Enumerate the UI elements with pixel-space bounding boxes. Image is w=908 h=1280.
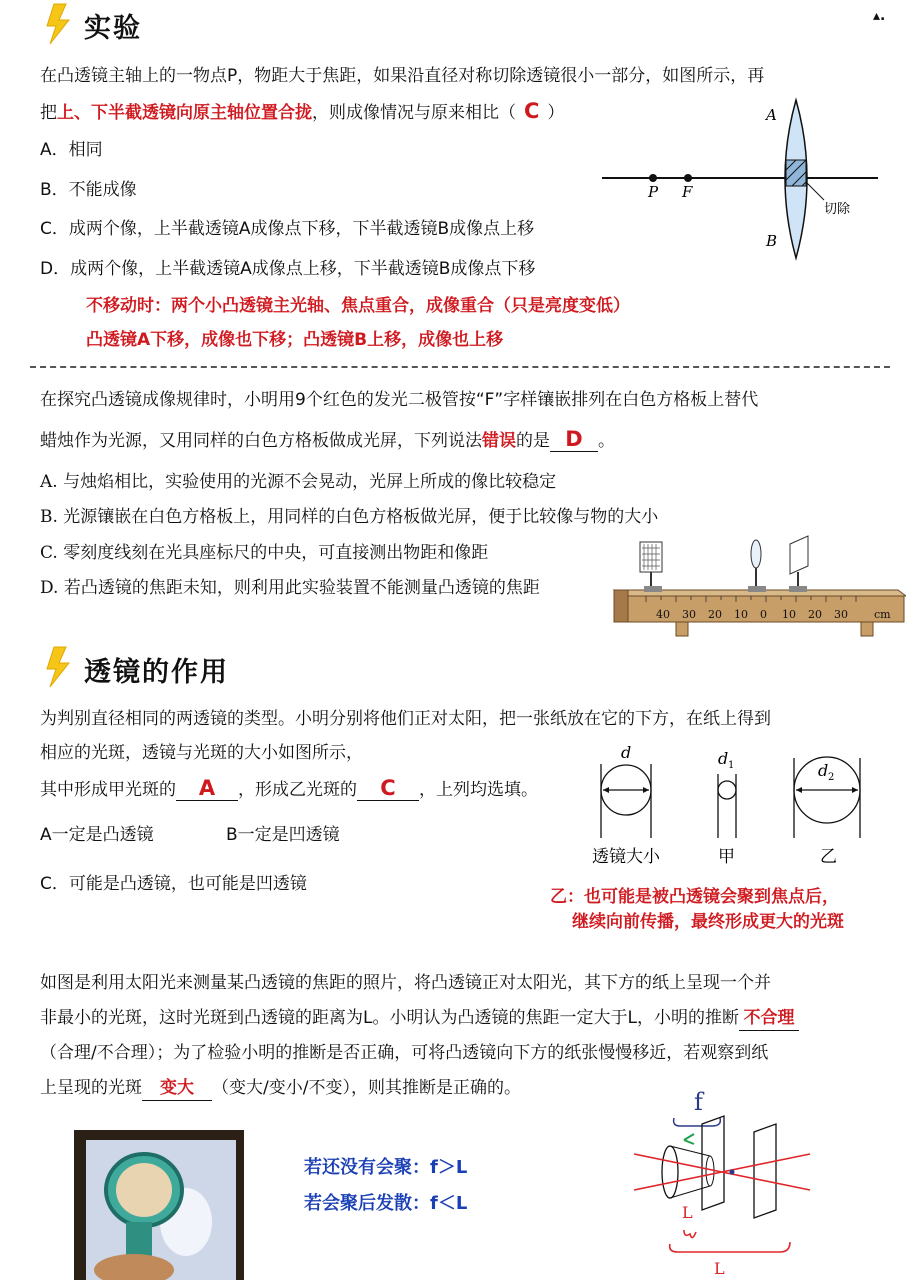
q2-answer: D: [550, 427, 598, 452]
q3-answer-yi: C: [357, 776, 419, 801]
q3-option-b: B一定是凹透镜: [226, 825, 340, 845]
ruler-label: 10: [734, 608, 748, 621]
optical-bench-figure: [606, 532, 906, 642]
q1-line1: 在凸透镜主轴上的一物点P，物距大于焦距，如果沿直径对称切除透镜很小一部分，如图所示，再: [40, 66, 765, 86]
lens-label-b: B: [766, 232, 778, 250]
q3-line2: 相应的光斑，透镜与光斑的大小如图所示，: [40, 743, 363, 763]
q3-note1: 乙：也可能是被凸透镜会聚到焦点后，: [550, 887, 839, 907]
q2-line1: 在探究凸透镜成像规律时，小明用9个红色的发光二极管按“F”字样镶嵌排列在白色方格板上替代: [40, 390, 759, 410]
q4-line2: 非最小的光斑，这时光斑到凸透镜的距离为L。小明认为凸透镜的焦距一定大于L，小明的推断 不合理: [40, 1006, 799, 1031]
corner-mark: ▴.: [873, 8, 886, 24]
q3-line1: 为判别直径相同的两透镜的类型。小明分别将他们正对太阳，把一张纸放在它的下方，在纸上得到: [40, 709, 771, 729]
q2-option-d: D. 若凸透镜的焦距未知，则利用此实验装置不能测量凸透镜的焦距: [40, 578, 540, 598]
sketch-f-label: f: [694, 1088, 703, 1116]
hand-sketch: [630, 1082, 830, 1278]
q4-answer-bigger: 变大: [142, 1076, 212, 1101]
q2-option-b: B. 光源镶嵌在白色方格板上，用同样的白色方格板做光屏，便于比较像与物的大小: [40, 507, 659, 527]
q1-line2: 把上、下半截透镜向原主轴位置合拢，则成像情况与原来相比（ C ）: [40, 99, 565, 123]
point-label-p: P: [648, 183, 659, 201]
q1-answer: C: [524, 99, 540, 123]
label-d1: d: [718, 749, 729, 768]
ruler-label: 10: [782, 608, 796, 621]
sketch-l1-label: L: [682, 1203, 693, 1222]
ruler-label: 20: [808, 608, 822, 621]
label-d2: d: [818, 761, 829, 780]
q3-answer-jia: A: [176, 776, 238, 801]
ruler-label: 30: [834, 608, 848, 621]
q4-line3: （合理/不合理）；为了检验小明的推断是否正确，可将凸透镜向下方的纸张慢慢移近，若观察到纸: [40, 1043, 769, 1063]
sketch-l2-label: L: [714, 1259, 725, 1278]
q1-note1: 不移动时：两个小凸透镜主光轴、焦点重合，成像重合（只是亮度变低）: [86, 296, 630, 316]
ruler-label: 20: [708, 608, 722, 621]
magnifier-photo: [74, 1130, 244, 1280]
caption-yi: 乙: [820, 847, 837, 867]
q1-option-c: C．成两个像，上半截透镜A成像点下移，下半截透镜B成像点上移: [40, 219, 535, 239]
caption-jia: 甲: [718, 847, 735, 867]
label-d2-sub: 2: [828, 772, 835, 783]
divider: [30, 366, 890, 368]
q1-option-a: A．相同: [40, 140, 103, 160]
q4-blue-note1: 若还没有会聚：f＞L: [304, 1157, 468, 1178]
cut-label: 切除: [824, 202, 851, 217]
ruler-label: 40: [656, 608, 670, 621]
q2-line2: 蜡烛作为光源，又用同样的白色方格板做成光屏，下列说法错误的是 D 。: [40, 427, 615, 451]
section-title-lens-effect: 透镜的作用: [84, 657, 229, 688]
lightning-icon: [42, 2, 72, 46]
q3-option-a: A一定是凸透镜: [40, 825, 154, 845]
spot-size-figure: [588, 738, 878, 873]
q4-answer-reasonable: 不合理: [739, 1006, 799, 1031]
caption-lens: 透镜大小: [592, 847, 660, 867]
q1-option-b: B．不能成像: [40, 180, 137, 200]
label-d1-sub: 1: [728, 760, 735, 771]
q4-line1: 如图是利用太阳光来测量某凸透镜的焦距的照片，将凸透镜正对太阳光，其下方的纸上呈现一个并: [40, 973, 771, 993]
cut-lens-figure: [596, 96, 886, 266]
q2-option-c: C. 零刻度线刻在光具座标尺的中央，可直接测出物距和像距: [40, 543, 489, 563]
q1-note2: 凸透镜A下移，成像也下移；凸透镜B上移，成像也上移: [86, 330, 504, 350]
point-label-f: F: [682, 183, 693, 201]
q3-option-c: C．可能是凸透镜，也可能是凹透镜: [40, 874, 307, 894]
lens-label-a: A: [766, 106, 777, 124]
q4-line4: 上呈现的光斑 变大 （变大/变小/不变），则其推断是正确的。: [40, 1076, 521, 1101]
q2-option-a: A. 与烛焰相比，实验使用的光源不会晃动，光屏上所成的像比较稳定: [40, 472, 557, 492]
ruler-label: 30: [682, 608, 696, 621]
q4-blue-note2: 若会聚后发散：f＜L: [304, 1193, 468, 1214]
section-title-experiment: 实验: [84, 13, 142, 44]
ruler-label: 0: [760, 608, 767, 621]
ruler-label: cm: [874, 608, 891, 621]
q1-option-d: D．成两个像，上半截透镜A成像点上移，下半截透镜B成像点下移: [40, 259, 536, 279]
label-d: d: [621, 743, 632, 762]
q3-note2: 继续向前传播，最终形成更大的光斑: [572, 912, 844, 932]
lightning-icon: [42, 645, 72, 689]
q3-line3: 其中形成甲光斑的 A ，形成乙光斑的 C ，上列均选填。: [40, 776, 538, 800]
